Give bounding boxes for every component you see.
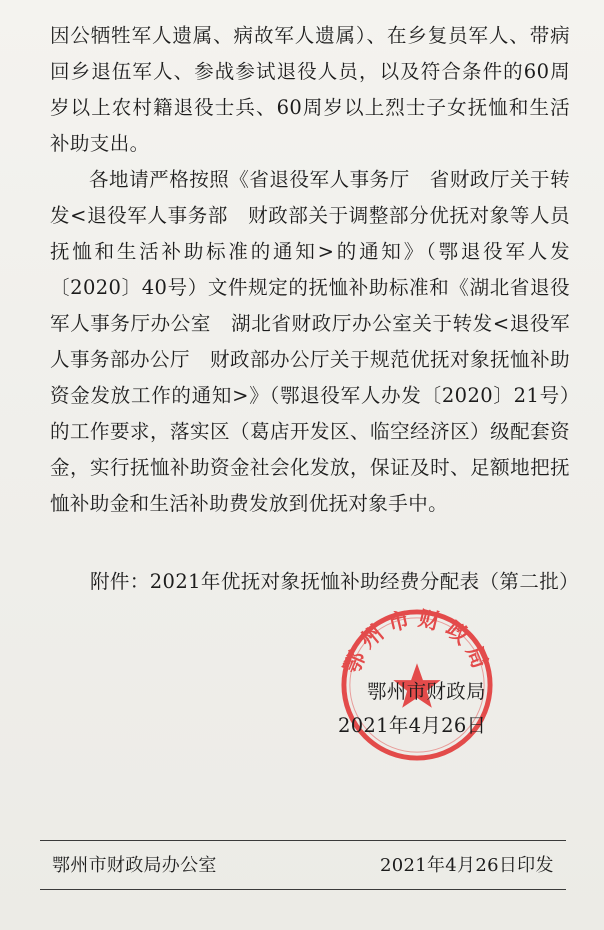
paragraph-2: 各地请严格按照《省退役军人事务厅 省财政厅关于转发<退役军人事务部 财政部关于调整部分优抚对象等人员抚恤和生活补助标准的通知>的通知》（鄂退役军人发〔2020〕40号）文件规定的抚恤补助标准和《湖北省退役军人事务厅办公室 湖北省财政厅办公室关于转发<退役军人事务部办公厅 财政部办公厅关于规范优抚对象抚恤补助资金发放工作的通知>》（鄂退役军人办发〔2020〕21号）的工作要求，落实区（葛店开发区、临空经济区）级配套资金，实行抚恤补助资金社会化发放，保证及时、足额地把抚恤补助金和生活补助费发放到优抚对象手中。 bbox=[50, 168, 570, 515]
attachment-line: 附件：2021年优抚对象抚恤补助经费分配表（第二批） bbox=[90, 570, 580, 593]
svg-text:鄂州市财政局: 鄂州市财政局 bbox=[339, 606, 495, 678]
body-text bbox=[50, 18, 570, 522]
issuer-name: 鄂州市财政局 bbox=[367, 680, 486, 703]
footer-rule-bottom bbox=[40, 889, 566, 890]
footer-office: 鄂州市财政局办公室 bbox=[52, 855, 217, 876]
footer-print-date: 2021年4月26日印发 bbox=[380, 855, 554, 876]
paragraph-1: 因公牺牲军人遗属、病故军人遗属）、在乡复员军人、带病回乡退伍军人、参战参试退役人员，以及符合条件的60周岁以上农村籍退役士兵、60周岁以上烈士子女抚恤和生活补助支出。 bbox=[50, 24, 570, 155]
issue-date: 2021年4月26日 bbox=[338, 714, 487, 737]
footer-rule-top bbox=[40, 840, 566, 841]
